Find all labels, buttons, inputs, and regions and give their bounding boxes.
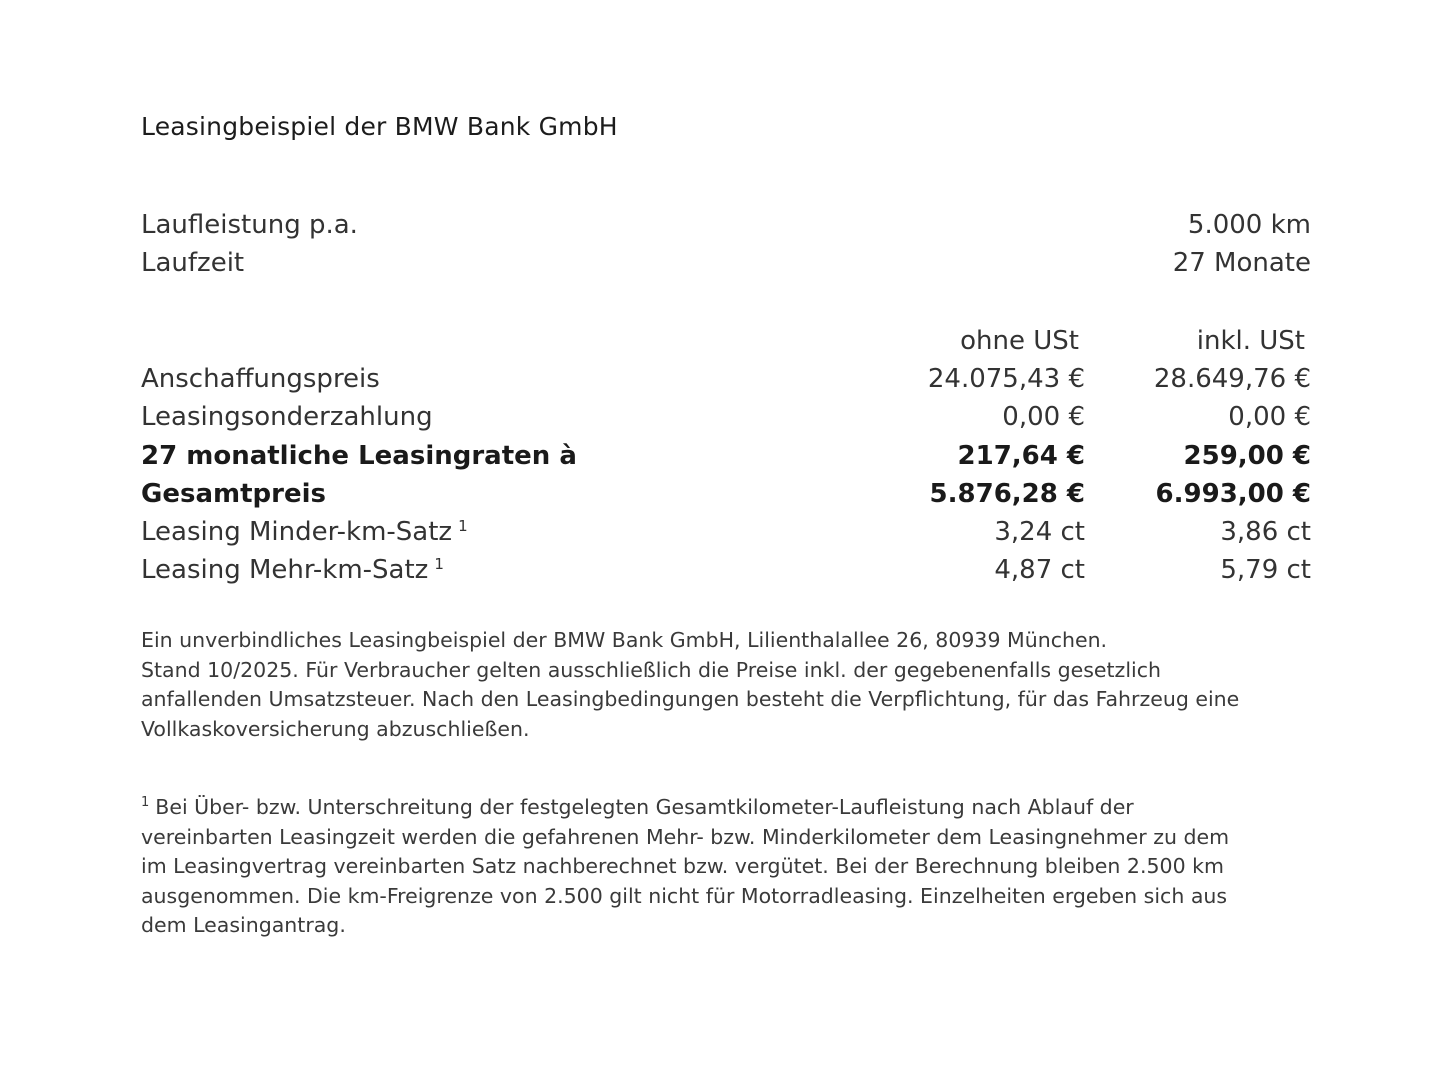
column-header-gross: inkl. USt [1196, 326, 1305, 356]
footnote-paragraph [141, 793, 1321, 941]
table-row-down-payment [141, 398, 1311, 436]
disclaimer-line: anfallenden Umsatzsteuer. Nach den Leasingbedingungen besteht die Verpflichtung, für das Fahrzeug eine [141, 687, 1240, 711]
value-gross: 28.649,76 € [1153, 364, 1311, 394]
footnote-marker: 1 [458, 517, 468, 535]
summary-value: 5.000 km [1187, 210, 1311, 240]
value-gross: 0,00 € [1228, 402, 1311, 432]
summary-value: 27 Monate [1172, 248, 1311, 278]
footnote-line: Bei Über- bzw. Unterschreitung der festgelegten Gesamtkilometer-Laufleistung nach Ablauf der [155, 795, 1134, 819]
footnote-line: im Leasingvertrag vereinbarten Satz nachberechnet bzw. vergütet. Bei der Berechnung bleiben 2.500 km [141, 854, 1224, 878]
row-label: Anschaffungspreis [141, 364, 380, 394]
disclaimer-line: Ein unverbindliches Leasingbeispiel der BMW Bank GmbH, Lilienthalallee 26, 80939 München. [141, 628, 1108, 652]
footnote-marker: 1 [141, 795, 150, 810]
row-label: Leasing Mehr-km-Satz [141, 555, 429, 585]
table-row-purchase-price [141, 360, 1311, 398]
value-net: 217,64 € [957, 441, 1085, 471]
disclaimer-paragraph [141, 626, 1321, 744]
table-row-less-km-rate [141, 513, 1311, 551]
value-gross: 5,79 ct [1220, 555, 1311, 585]
footnote-line: vereinbarten Leasingzeit werden die gefahrenen Mehr- bzw. Minderkilometer dem Leasingnehmer zu dem [141, 824, 1230, 849]
summary-row-mileage [141, 206, 1311, 244]
row-label: Leasingsonderzahlung [141, 402, 433, 432]
disclaimer-line: Vollkaskoversicherung abzuschließen. [141, 716, 530, 741]
footnote-line: dem Leasingantrag. [141, 913, 346, 937]
row-label-wrapper [141, 551, 444, 589]
value-net: 0,00 € [1002, 402, 1085, 432]
value-net: 3,24 ct [994, 517, 1085, 547]
table-row-total-price [141, 475, 1311, 513]
summary-row-term [141, 244, 1311, 282]
column-header-net: ohne USt [960, 326, 1079, 356]
value-gross: 259,00 € [1183, 441, 1311, 471]
row-label: Leasing Minder-km-Satz [141, 517, 453, 547]
summary-label: Laufzeit [141, 248, 245, 278]
table-row-monthly-rate [141, 437, 1311, 475]
row-label: Gesamtpreis [141, 479, 326, 509]
document-title: Leasingbeispiel der BMW Bank GmbH [141, 112, 618, 141]
value-net: 4,87 ct [994, 555, 1085, 585]
value-net: 24.075,43 € [927, 364, 1085, 394]
footnote-marker: 1 [434, 555, 444, 573]
table-row-extra-km-rate [141, 551, 1311, 589]
row-label-wrapper [141, 513, 468, 551]
footnote-line-first [141, 793, 1321, 823]
footnote-line: ausgenommen. Die km-Freigrenze von 2.500 gilt nicht für Motorradleasing. Einzelheiten ergeben sich aus [141, 883, 1228, 908]
row-label: 27 monatliche Leasingraten à [141, 441, 577, 471]
value-net: 5.876,28 € [929, 479, 1085, 509]
summary-label: Laufleistung p.a. [141, 210, 358, 240]
disclaimer-line: Stand 10/2025. Für Verbraucher gelten ausschließlich die Preise inkl. der gegebenenfalls gesetzlich [141, 657, 1161, 682]
price-table-header [141, 322, 1311, 360]
value-gross: 3,86 ct [1220, 517, 1311, 547]
value-gross: 6.993,00 € [1155, 479, 1311, 509]
